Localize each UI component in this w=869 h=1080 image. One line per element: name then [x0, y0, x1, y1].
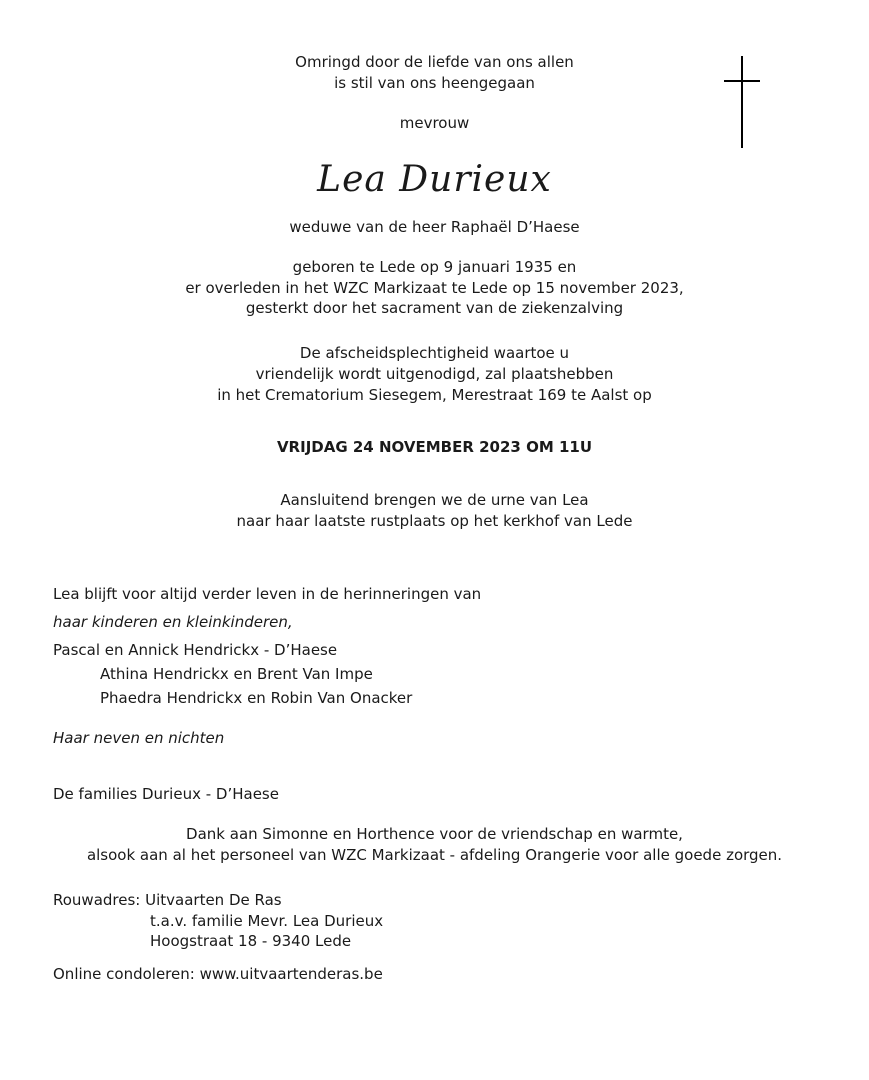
families-line: De families Durieux - D’Haese [53, 785, 279, 803]
address-line-1: Rouwadres: Uitvaarten De Ras [53, 891, 282, 909]
grandchild-1: Athina Hendrickx en Brent Van Impe [100, 665, 373, 683]
ceremony-date: VRIJDAG 24 NOVEMBER 2023 OM 11U [276, 438, 593, 456]
deceased-name: Lea Durieux [317, 159, 552, 200]
child-1: Pascal en Annick Hendrickx - D’Haese [53, 641, 338, 659]
sacrament-line: gesterkt door het sacrament van de ziekenzalving [245, 299, 624, 317]
address-line-2: t.a.v. familie Mevr. Lea Durieux [150, 912, 384, 930]
ceremony-line-1: De afscheidsplechtigheid waartoe u [299, 344, 570, 362]
honorific: mevrouw [399, 114, 470, 132]
ceremony-line-3: in het Crematorium Siesegem, Merestraat 169 te Aalst op [217, 386, 652, 404]
intro-line-1: Omringd door de liefde van ons allen [295, 53, 574, 71]
burial-line-1: Aansluitend brengen we de urne van Lea [280, 491, 589, 509]
ceremony-line-2: vriendelijk wordt uitgenodigd, zal plaatshebben [255, 365, 614, 383]
burial-line-2: naar haar laatste rustplaats op het kerkhof van Lede [236, 512, 633, 530]
nephews-nieces: Haar neven en nichten [53, 729, 225, 747]
address-line-3: Hoogstraat 18 - 9340 Lede [150, 932, 352, 950]
thanks-line-2: alsook aan al het personeel van WZC Markizaat - afdeling Orangerie voor alle goede zorgen. [86, 846, 783, 864]
online-condolences: Online condoleren: www.uitvaartenderas.be [53, 965, 383, 983]
thanks-line-1: Dank aan Simonne en Horthence voor de vriendschap en warmte, [186, 825, 683, 843]
spouse-line: weduwe van de heer Raphaël D’Haese [289, 218, 580, 236]
intro-line-2: is stil van ons heengegaan [334, 74, 535, 92]
children-heading: haar kinderen en kleinkinderen, [53, 613, 293, 631]
grandchild-2: Phaedra Hendrickx en Robin Van Onacker [100, 689, 413, 707]
birth-line: geboren te Lede op 9 januari 1935 en [292, 258, 577, 276]
family-intro: Lea blijft voor altijd verder leven in de herinneringen van [53, 585, 482, 603]
death-line: er overleden in het WZC Markizaat te Lede op 15 november 2023, [185, 279, 684, 297]
